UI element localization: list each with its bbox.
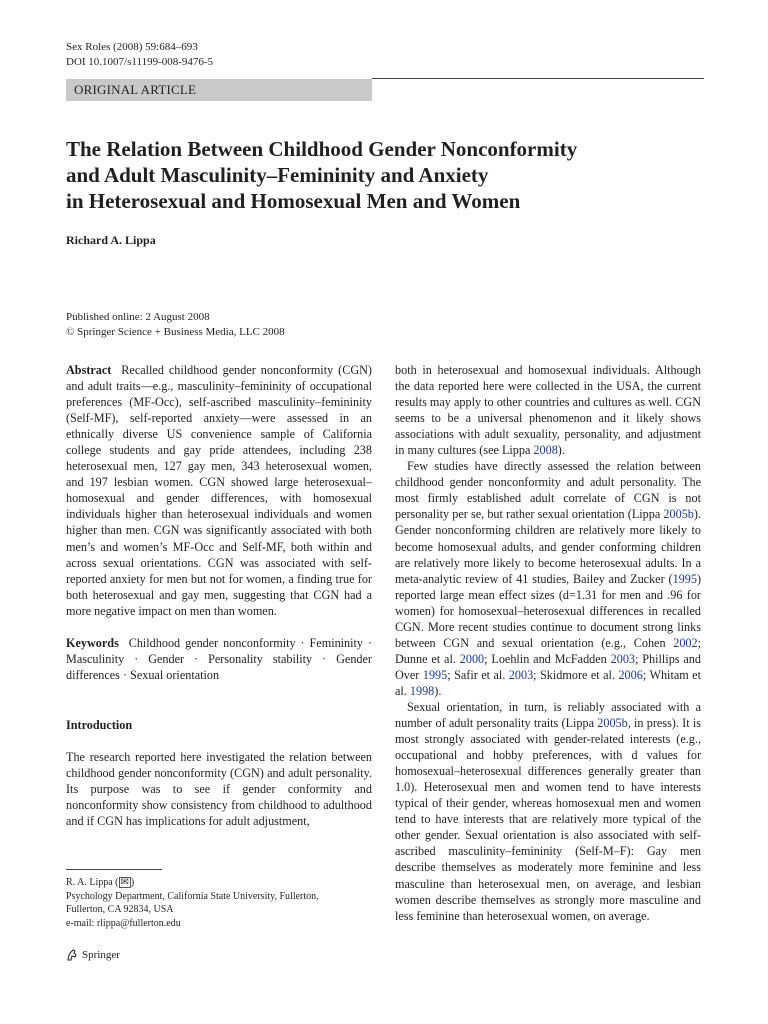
- text-run: ).: [557, 443, 565, 458]
- publisher-name: Springer: [82, 949, 120, 961]
- introduction-heading: Introduction: [66, 717, 133, 732]
- published-date: Published online: 2 August 2008: [66, 311, 210, 323]
- text-run: ) reported large mean effect sizes (d=1.31 for men and .96 for women) for homosexual–heterosexual differences in recalled CGN. More recent studies continue to document strong links between CGN and sexual orientation (e.g., Cohen: [395, 571, 701, 650]
- text-run: ; Phillips and Over: [395, 651, 701, 682]
- text-run: , in press). It is most strongly associated with gender-related interests (e.g., occupational and hobby preferences, with d values for homosexual–heterosexual differences generally greater than 1.0). Heterosexual men and women tend to have interests typical of their gender, whereas homosexual men and women tend to have interests that are relatively more typical of the other gender. Sexual orientation is also associated with self-ascribed masculinity–femininity (Self-M–F): Gay men describe themselves as moderately more feminine and less masculine than heterosexual men, on average, and lesbian women describe themselves as strongly more masculine and less feminine than heterosexual women, on average.: [395, 716, 701, 923]
- page-footer: [66, 949, 120, 961]
- journal-header: [66, 40, 213, 70]
- springer-horse-icon: [66, 949, 78, 961]
- footnote-name: R. A. Lippa: [66, 877, 113, 888]
- right-paragraph-2: [395, 458, 701, 699]
- citation-link[interactable]: 2002: [673, 635, 698, 650]
- text-run: ; Dunne et al.: [395, 635, 701, 666]
- right-column: [395, 362, 701, 924]
- citation-link[interactable]: 2005b: [597, 716, 628, 731]
- footnote-rule: [66, 869, 162, 870]
- keywords: [66, 635, 372, 683]
- author-footnote: [66, 876, 319, 930]
- text-run: Sexual orientation, in turn, is reliably associated with a number of adult personality traits (Lippa: [395, 699, 701, 731]
- abstract: [66, 362, 372, 619]
- citation-link[interactable]: 2003: [508, 667, 534, 682]
- citation-link[interactable]: 2005b: [663, 507, 694, 522]
- text-run: both in heterosexual and homosexual individuals. Although the data reported here were collected in the USA, the current results may apply to other countries and cultures as well. CGN seems to be a universal phenomenon and it likely shows associations with adult sexuality, personality, and adjustment in many cultures (see Lippa: [395, 363, 701, 458]
- abstract-text: Recalled childhood gender nonconformity (CGN) and adult traits—e.g., masculinity–femininity of occupational preferences (MF-Occ), self-ascribed masculinity–femininity (Self-MF), self-reported anxiety—were assessed in an ethnically diverse US convenience sample of California college students and gay pride attendees, including 238 heterosexual men, 127 gay men, 343 heterosexual women, and 197 lesbian women. CGN showed large heterosexual–homosexual and gender differences, with homosexual individuals higher than heterosexual individuals and women higher than men. CGN was significantly associated with both men’s and women’s MF-Occ and Self-MF, both within and across sexual orientations. CGN was associated with self-reported anxiety for men but not for women, a finding true for both heterosexual and gay men, suggesting that CGN had a more negative impact on men than women.: [66, 363, 372, 618]
- keywords-text: Childhood gender nonconformity · Femininity · Masculinity · Gender · Personality stability · Gender differences · Sexual orientation: [66, 635, 373, 682]
- journal-citation: Sex Roles (2008) 59:684–693: [66, 41, 198, 53]
- journal-doi: DOI 10.1007/s11199-008-9476-5: [66, 56, 214, 68]
- author-name: Richard A. Lippa: [66, 233, 156, 247]
- citation-link[interactable]: 1995: [422, 667, 448, 682]
- title-line-3: in Heterosexual and Homosexual Men and Women: [66, 189, 521, 213]
- article-type-banner: ORIGINAL ARTICLE: [66, 79, 372, 101]
- header-rule: [372, 78, 704, 79]
- text-run: ; Whitam et al.: [395, 667, 701, 698]
- envelope-icon: ✉: [120, 877, 129, 888]
- left-column: [66, 362, 372, 829]
- introduction-paragraph: The research reported here investigated the relation between childhood gender nonconformity (CGN) and adult personality. Its purpose was to see if gender conformity and nonconformity show consistency from childhood to adulthood and if CGN has implications for adult adjustment,: [66, 749, 372, 829]
- citation-link[interactable]: 2008: [533, 443, 558, 458]
- footnote-author: R. A. Lippa ( ✉ ): [66, 877, 135, 888]
- article-title: [66, 136, 706, 214]
- keywords-label: Keywords: [66, 635, 119, 650]
- text-run: ; Safir et al.: [447, 667, 509, 682]
- footnote-email[interactable]: e-mail: rlippa@fullerton.edu: [66, 917, 181, 929]
- text-run: ). Gender nonconforming children are relatively more likely to become homosexual adults, and gender conforming children are relatively more likely to become heterosexual adults. In a meta-analytic review of 41 studies, Bailey and Zucker (: [395, 507, 701, 586]
- copyright: © Springer Science + Business Media, LLC 2008: [66, 326, 285, 338]
- abstract-label: Abstract: [66, 363, 112, 377]
- citation-link[interactable]: 1998: [409, 683, 435, 698]
- publication-info: [66, 310, 285, 340]
- citation-link[interactable]: 2003: [610, 651, 636, 666]
- right-paragraph-3: [395, 699, 701, 924]
- text-run: ; Skidmore et al.: [533, 667, 619, 682]
- right-paragraph-1: [395, 362, 701, 458]
- title-line-2: and Adult Masculinity–Femininity and Anxiety: [66, 163, 489, 187]
- footnote-affiliation-1: Psychology Department, California State University, Fullerton,: [66, 890, 319, 902]
- footnote-affiliation-2: Fullerton, CA 92834, USA: [66, 904, 174, 915]
- title-line-1: The Relation Between Childhood Gender Nonconformity: [66, 137, 578, 161]
- text-run: Few studies have directly assessed the relation between childhood gender nonconformity and adult personality. The most firmly established adult correlate of CGN is not personality per se, but rather sexual orientation (Lippa: [395, 459, 701, 522]
- text-run: ).: [434, 683, 442, 698]
- citation-link[interactable]: 2006: [618, 667, 643, 682]
- citation-link[interactable]: 2000: [459, 651, 485, 666]
- citation-link[interactable]: 1995: [672, 571, 697, 586]
- text-run: ; Loehlin and McFadden: [484, 651, 611, 666]
